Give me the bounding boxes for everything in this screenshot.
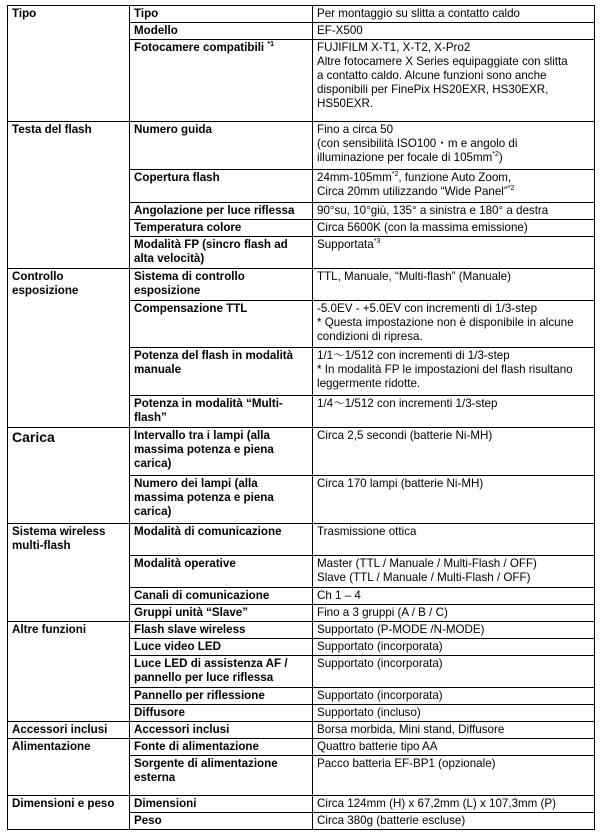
spec-value: Ch 1 – 4 bbox=[313, 588, 595, 605]
spec-value: Supportato (incorporata) bbox=[313, 639, 595, 656]
spec-value: 1/4～1/512 con incrementi 1/3-step bbox=[313, 396, 595, 428]
spec-value: Borsa morbida, Mini stand, Diffusore bbox=[313, 722, 595, 739]
spec-value: Supportato (incorporata) bbox=[313, 688, 595, 705]
table-row bbox=[8, 739, 595, 756]
value-line: Slave (TTL / Manuale / Multi-Flash / OFF) bbox=[317, 571, 531, 584]
spec-value: Circa 5600K (con la massima emissione) bbox=[313, 220, 595, 237]
value-line: condizioni di ripresa. bbox=[317, 330, 423, 343]
value-text: Supportata bbox=[317, 238, 374, 251]
spec-page bbox=[7, 5, 594, 830]
spec-value: Trasmissione ottica bbox=[313, 524, 595, 556]
category-tipo: Tipo bbox=[8, 6, 130, 122]
table-row bbox=[8, 722, 595, 739]
value-line: Master (TTL / Manuale / Multi-Flash / OFF) bbox=[317, 557, 537, 570]
value-line: -5.0EV - +5.0EV con incrementi di 1/3-step bbox=[317, 302, 538, 315]
spec-key: Accessori inclusi bbox=[130, 722, 313, 739]
value-line-text: illuminazione per focale di 105mm bbox=[317, 151, 493, 164]
value-line: * In modalità FP le impostazioni del flash risultano bbox=[317, 363, 573, 376]
spec-key: Luce LED di assistenza AF / pannello per luce riflessa bbox=[130, 656, 313, 688]
spec-key bbox=[130, 40, 313, 122]
spec-key-text: Fotocamere compatibili bbox=[134, 41, 265, 54]
spec-key: Numero dei lampi (alla massima potenza e piena carica) bbox=[130, 476, 313, 524]
footnote-mark: *1 bbox=[267, 41, 274, 49]
footnote-mark: *2 bbox=[391, 171, 399, 179]
value-line bbox=[317, 185, 590, 199]
category-carica: Carica bbox=[8, 428, 130, 524]
spec-value: TTL, Manuale, “Multi-flash” (Manuale) bbox=[313, 269, 595, 301]
category-altre-funzioni: Altre funzioni bbox=[8, 622, 130, 722]
table-row bbox=[8, 796, 595, 813]
spec-value bbox=[313, 237, 595, 269]
spec-key: Intervallo tra i lampi (alla massima potenza e piena carica) bbox=[130, 428, 313, 476]
value-line bbox=[317, 151, 590, 165]
spec-key: Copertura flash bbox=[130, 170, 313, 203]
category-sistema-wireless: Sistema wireless multi-flash bbox=[8, 524, 130, 622]
spec-key: Modalità operative bbox=[130, 556, 313, 588]
spec-value: Pacco batteria EF-BP1 (opzionale) bbox=[313, 756, 595, 796]
spec-value: Quattro batterie tipo AA bbox=[313, 739, 595, 756]
spec-key: Gruppi unità “Slave” bbox=[130, 605, 313, 622]
table-row bbox=[8, 524, 595, 556]
spec-value: Fino a 3 gruppi (A / B / C) bbox=[313, 605, 595, 622]
spec-key: Sorgente di alimentazione esterna bbox=[130, 756, 313, 796]
spec-key: Tipo bbox=[130, 6, 313, 23]
spec-key: Diffusore bbox=[130, 705, 313, 722]
spec-key: Modalità di comunicazione bbox=[130, 524, 313, 556]
specifications-table bbox=[7, 5, 595, 830]
spec-value: Supportato (incluso) bbox=[313, 705, 595, 722]
spec-key: Peso bbox=[130, 813, 313, 830]
table-row bbox=[8, 428, 595, 476]
footnote-mark: *2 bbox=[507, 185, 515, 193]
spec-key: Sistema di controllo esposizione bbox=[130, 269, 313, 301]
spec-key: Modalità FP (sincro flash ad alta velocità) bbox=[130, 237, 313, 269]
value-line: disponibili per FinePix HS20EXR, HS30EXR, bbox=[317, 83, 549, 96]
spec-value bbox=[313, 122, 595, 170]
value-line: * Questa impostazione non è disponibile in alcune bbox=[317, 316, 574, 329]
spec-value bbox=[313, 556, 595, 588]
table-row bbox=[8, 122, 595, 170]
value-line-text: Circa 20mm utilizzando “Wide Panel” bbox=[317, 185, 508, 198]
spec-value: EF-X500 bbox=[313, 23, 595, 40]
table-row bbox=[8, 6, 595, 23]
table-row bbox=[8, 269, 595, 301]
spec-key: Fonte di alimentazione bbox=[130, 739, 313, 756]
value-line-tail: , funzione Auto Zoom, bbox=[398, 171, 512, 184]
value-line-tail: ) bbox=[498, 151, 503, 164]
spec-key: Temperatura colore bbox=[130, 220, 313, 237]
spec-key: Pannello per riflessione bbox=[130, 688, 313, 705]
spec-key: Flash slave wireless bbox=[130, 622, 313, 639]
table-row bbox=[8, 622, 595, 639]
value-line: Fino a circa 50 bbox=[317, 123, 394, 136]
category-testa-del-flash: Testa del flash bbox=[8, 122, 130, 269]
spec-value: Per montaggio su slitta a contatto caldo bbox=[313, 6, 595, 23]
value-line: Altre fotocamere X Series equipaggiate con slitta bbox=[317, 55, 568, 68]
value-line-text: 24mm-105mm bbox=[317, 171, 392, 184]
spec-key: Canali di comunicazione bbox=[130, 588, 313, 605]
spec-value bbox=[313, 170, 595, 203]
value-line: leggermente ridotte. bbox=[317, 377, 421, 390]
footnote-mark: *2 bbox=[492, 151, 499, 159]
category-accessori-inclusi: Accessori inclusi bbox=[8, 722, 130, 739]
value-line bbox=[317, 171, 590, 185]
spec-key: Luce video LED bbox=[130, 639, 313, 656]
spec-value: 90°su, 10°giù, 135° a sinistra e 180° a destra bbox=[313, 203, 595, 220]
spec-value bbox=[313, 40, 595, 122]
spec-key: Potenza del flash in modalità manuale bbox=[130, 348, 313, 396]
footnote-mark: *3 bbox=[373, 238, 381, 246]
value-line: FUJIFILM X-T1, X-T2, X-Pro2 bbox=[317, 41, 471, 54]
spec-value bbox=[313, 301, 595, 348]
spec-value: Circa 2,5 secondi (batterie Ni-MH) bbox=[313, 428, 595, 476]
spec-key: Modello bbox=[130, 23, 313, 40]
spec-value: Circa 380g (batterie escluse) bbox=[313, 813, 595, 830]
category-alimentazione: Alimentazione bbox=[8, 739, 130, 796]
spec-key: Numero guida bbox=[130, 122, 313, 170]
spec-key: Dimensioni bbox=[130, 796, 313, 813]
spec-key: Compensazione TTL bbox=[130, 301, 313, 348]
category-controllo-esposizione: Controllo esposizione bbox=[8, 269, 130, 428]
value-line: (con sensibilità ISO100・m e angolo di bbox=[317, 137, 518, 150]
value-line: 1/1～1/512 con incrementi di 1/3-step bbox=[317, 349, 510, 362]
value-line: HS50EXR. bbox=[317, 97, 374, 110]
category-dimensioni-e-peso: Dimensioni e peso bbox=[8, 796, 130, 830]
spec-value: Supportato (P-MODE /N-MODE) bbox=[313, 622, 595, 639]
spec-value: Circa 124mm (H) x 67,2mm (L) x 107,3mm (P) bbox=[313, 796, 595, 813]
spec-value: Circa 170 lampi (batterie Ni-MH) bbox=[313, 476, 595, 524]
spec-value: Supportato (incorporata) bbox=[313, 656, 595, 688]
spec-key: Angolazione per luce riflessa bbox=[130, 203, 313, 220]
spec-key: Potenza in modalità “Multi-flash” bbox=[130, 396, 313, 428]
value-line: a contatto caldo. Alcune funzioni sono anche bbox=[317, 69, 547, 82]
spec-value bbox=[313, 348, 595, 396]
